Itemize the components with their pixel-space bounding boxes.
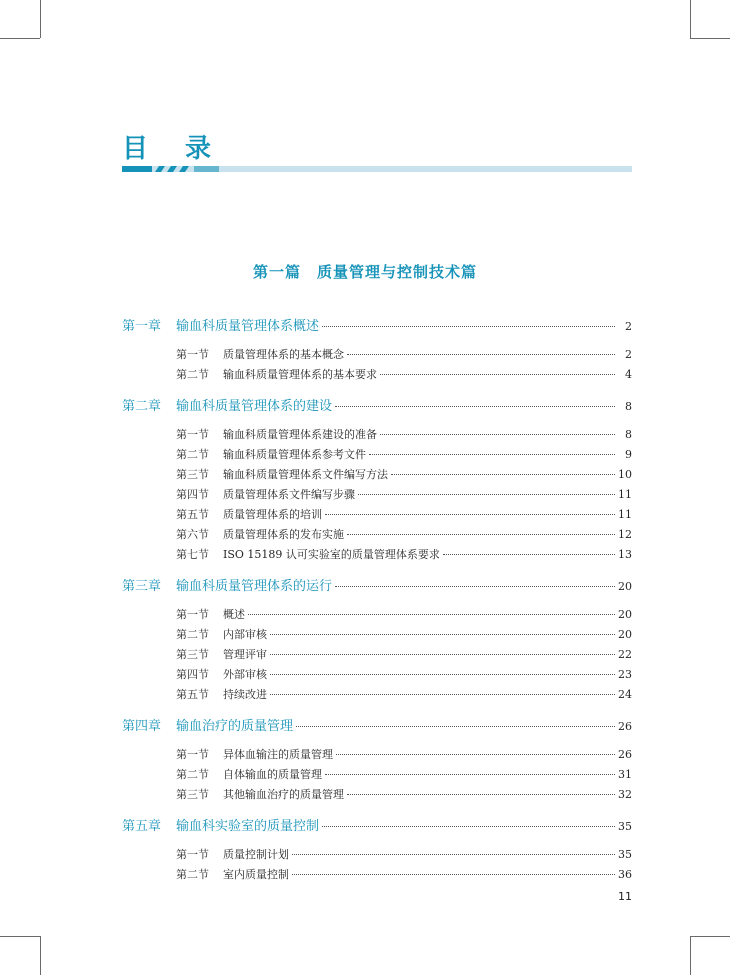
page-title: 目 录 — [122, 134, 226, 164]
chapter-number: 第二章 — [122, 399, 162, 414]
section-title: ISO 15189 认可实验室的质量管理体系要求 — [223, 548, 440, 561]
section-title: 内部审核 — [223, 628, 267, 641]
section-page: 31 — [618, 768, 632, 781]
dot-leader — [358, 494, 615, 495]
section-number: 第二节 — [176, 368, 209, 381]
toc-section[interactable] — [122, 445, 632, 465]
crop-mark — [690, 0, 691, 38]
section-page: 2 — [625, 348, 632, 361]
dot-leader — [347, 534, 615, 535]
toc-section[interactable] — [122, 745, 632, 765]
chapter-title: 输血科质量管理体系的建设 — [176, 399, 333, 414]
section-title: 质量管理体系的发布实施 — [223, 528, 344, 541]
page-number: 11 — [618, 890, 632, 903]
section-number: 第一节 — [176, 608, 209, 621]
section-page: 23 — [618, 668, 632, 681]
section-page: 20 — [618, 628, 632, 641]
dot-leader — [292, 854, 615, 855]
section-title: 异体血输注的质量管理 — [223, 748, 333, 761]
toc-section[interactable] — [122, 845, 632, 865]
section-number: 第二节 — [176, 768, 209, 781]
dot-leader — [380, 434, 615, 435]
section-number: 第一节 — [176, 428, 209, 441]
section-page: 4 — [625, 368, 632, 381]
toc-chapter[interactable] — [122, 816, 632, 837]
toc-section[interactable] — [122, 685, 632, 705]
dot-leader — [335, 406, 615, 407]
section-title: 质量控制计划 — [223, 848, 289, 861]
crop-mark — [0, 936, 40, 937]
section-number: 第二节 — [176, 628, 209, 641]
toc-chapter[interactable] — [122, 576, 632, 597]
section-page: 35 — [618, 848, 632, 861]
part-title: 第一篇 质量管理与控制技术篇 — [252, 263, 477, 281]
toc-section[interactable] — [122, 645, 632, 665]
dot-leader — [248, 614, 615, 615]
chapter-page: 20 — [618, 580, 632, 593]
chapter-page: 35 — [618, 820, 632, 833]
chapter-page: 8 — [625, 400, 632, 413]
section-number: 第二节 — [176, 868, 209, 881]
section-page: 32 — [618, 788, 632, 801]
dot-leader — [380, 374, 615, 375]
section-title: 持续改进 — [223, 688, 267, 701]
section-title: 室内质量控制 — [223, 868, 289, 881]
chapter-title: 输血科质量管理体系概述 — [176, 319, 320, 334]
chapter-page: 26 — [618, 720, 632, 733]
section-page: 12 — [618, 528, 632, 541]
section-page: 24 — [618, 688, 632, 701]
toc-section[interactable] — [122, 465, 632, 485]
section-title: 其他输血治疗的质量管理 — [223, 788, 344, 801]
toc-section[interactable] — [122, 625, 632, 645]
section-title: 输血科质量管理体系建设的准备 — [223, 428, 377, 441]
toc-chapter[interactable] — [122, 316, 632, 337]
toc-section[interactable] — [122, 665, 632, 685]
dot-leader — [369, 454, 615, 455]
toc-section[interactable] — [122, 765, 632, 785]
page-title-wrap — [122, 128, 225, 165]
toc-chapter[interactable] — [122, 396, 632, 417]
dot-leader — [391, 474, 615, 475]
dot-leader — [292, 874, 615, 875]
toc-section[interactable] — [122, 485, 632, 505]
section-number: 第一节 — [176, 748, 209, 761]
title-underline-bar — [122, 166, 632, 172]
section-page: 11 — [618, 488, 632, 501]
chapter-title: 输血科质量管理体系的运行 — [176, 579, 333, 594]
section-number: 第五节 — [176, 688, 209, 701]
dot-leader — [325, 774, 615, 775]
dot-leader — [336, 754, 615, 755]
dot-leader — [322, 326, 615, 327]
section-number: 第二节 — [176, 448, 209, 461]
section-title: 管理评审 — [223, 648, 267, 661]
toc-section[interactable] — [122, 545, 632, 565]
dot-leader — [270, 654, 615, 655]
section-title: 质量管理体系文件编写步骤 — [223, 488, 355, 501]
table-of-contents — [122, 316, 632, 885]
toc-chapter[interactable] — [122, 716, 632, 737]
section-title: 概述 — [223, 608, 245, 621]
section-page: 13 — [618, 548, 632, 561]
section-title: 自体输血的质量管理 — [223, 768, 322, 781]
section-page: 20 — [618, 608, 632, 621]
toc-section[interactable] — [122, 345, 632, 365]
dot-leader — [443, 554, 615, 555]
section-title: 输血科质量管理体系参考文件 — [223, 448, 366, 461]
toc-section[interactable] — [122, 785, 632, 805]
crop-mark — [40, 0, 41, 38]
toc-section[interactable] — [122, 425, 632, 445]
crop-mark — [690, 936, 691, 975]
chapter-number: 第一章 — [122, 319, 162, 334]
section-page: 22 — [618, 648, 632, 661]
section-title: 外部审核 — [223, 668, 267, 681]
section-page: 11 — [618, 508, 632, 521]
section-page: 26 — [618, 748, 632, 761]
crop-mark — [690, 38, 730, 39]
section-number: 第七节 — [176, 548, 209, 561]
section-title: 输血科质量管理体系文件编写方法 — [223, 468, 388, 481]
section-page: 10 — [618, 468, 632, 481]
dot-leader — [347, 354, 615, 355]
section-number: 第一节 — [176, 348, 209, 361]
section-number: 第三节 — [176, 468, 209, 481]
dot-leader — [296, 726, 615, 727]
chapter-number: 第四章 — [122, 719, 162, 734]
section-number: 第三节 — [176, 648, 209, 661]
chapter-title: 输血治疗的质量管理 — [176, 719, 294, 734]
section-page: 8 — [625, 428, 632, 441]
section-number: 第四节 — [176, 668, 209, 681]
toc-section[interactable] — [122, 505, 632, 525]
section-title: 输血科质量管理体系的基本要求 — [223, 368, 377, 381]
section-page: 9 — [625, 448, 632, 461]
chapter-title: 输血科实验室的质量控制 — [176, 819, 320, 834]
section-number: 第三节 — [176, 788, 209, 801]
toc-section[interactable] — [122, 865, 632, 885]
dot-leader — [325, 514, 615, 515]
toc-section[interactable] — [122, 605, 632, 625]
chapter-number: 第三章 — [122, 579, 162, 594]
dot-leader — [347, 794, 615, 795]
toc-section[interactable] — [122, 525, 632, 545]
dot-leader — [322, 826, 615, 827]
dot-leader — [335, 586, 615, 587]
section-number: 第四节 — [176, 488, 209, 501]
dot-leader — [270, 694, 615, 695]
section-number: 第一节 — [176, 848, 209, 861]
toc-section[interactable] — [122, 365, 632, 385]
chapter-number: 第五章 — [122, 819, 162, 834]
chapter-page: 2 — [625, 320, 632, 333]
section-number: 第五节 — [176, 508, 209, 521]
crop-mark — [0, 38, 40, 39]
crop-mark — [690, 936, 730, 937]
crop-mark — [40, 936, 41, 975]
section-title: 质量管理体系的培训 — [223, 508, 322, 521]
dot-leader — [270, 674, 615, 675]
section-title: 质量管理体系的基本概念 — [223, 348, 344, 361]
dot-leader — [270, 634, 615, 635]
section-number: 第六节 — [176, 528, 209, 541]
section-page: 36 — [618, 868, 632, 881]
